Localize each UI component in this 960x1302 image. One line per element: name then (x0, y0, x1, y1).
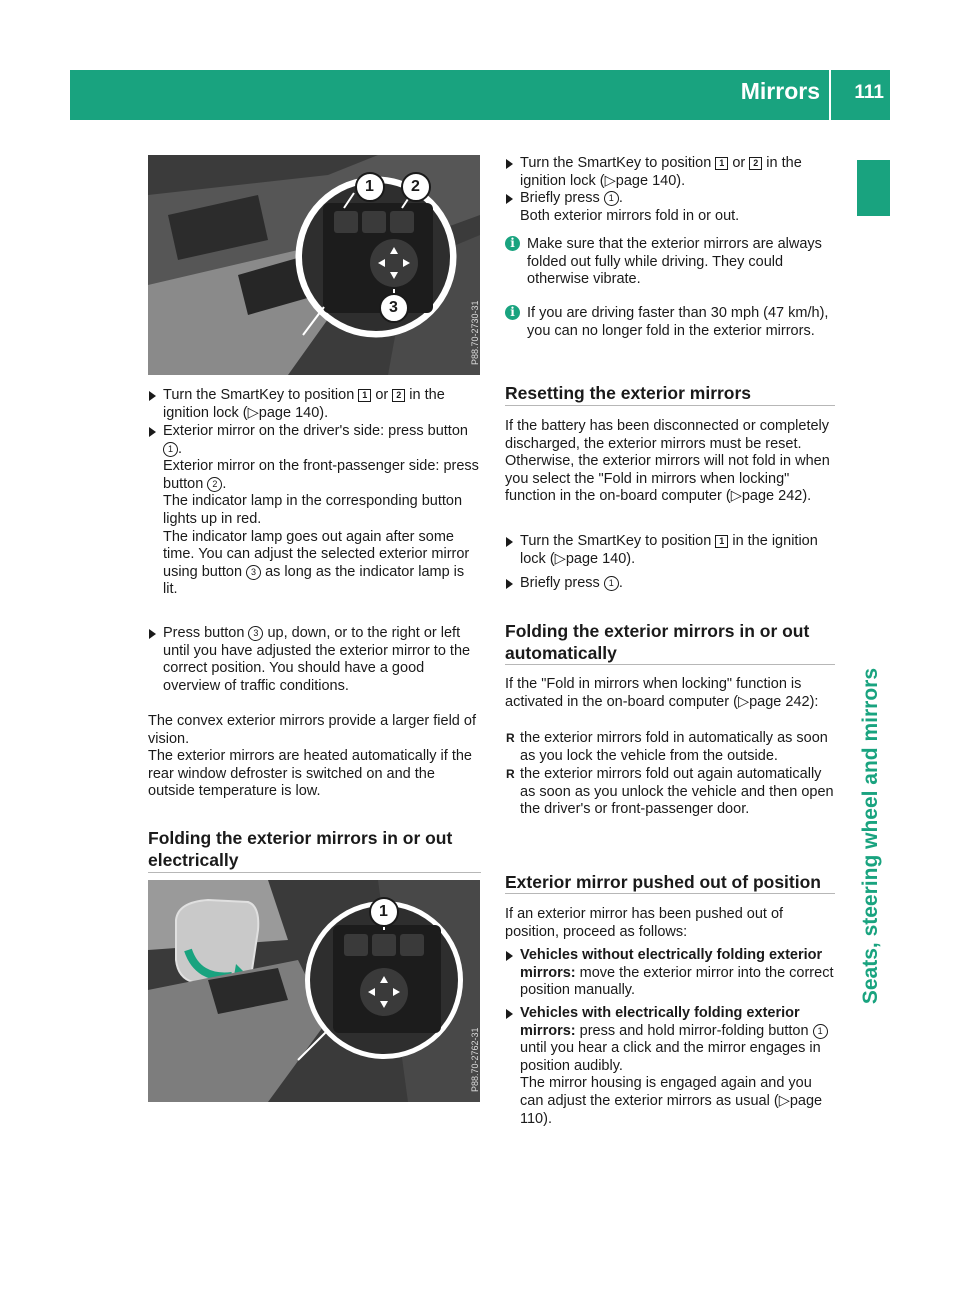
para-pushed-out: If an exterior mirror has been pushed out of position, proceed as follows: (505, 906, 784, 940)
chapter-label: Seats, steering wheel and mirrors (859, 668, 882, 1005)
note-speed: i If you are driving faster than 30 mph (47 km/h), you can no longer fold in the exterior mirrors. (505, 305, 835, 340)
divider (148, 872, 481, 873)
figure-mirror-adjust-switch (148, 155, 480, 375)
para-convex-mirrors: The convex exterior mirrors provide a larger field of vision. (148, 713, 476, 747)
step-with-folding: Vehicles with electrically folding exterior mirrors: press and hold mirror-folding button 1 until you hear a click and the mirror engages in position audibly. The mirror housing is engaged again and you can adjust the exterior mirrors as usual (▷page 110). (505, 1005, 835, 1128)
divider (505, 893, 835, 894)
step-without-folding: Vehicles without electrically folding exterior mirrors: move the exterior mirror into the correct position manually. (505, 947, 835, 1000)
step-turn-smartkey: Turn the SmartKey to position 1 or 2 in the ignition lock (▷page 140). (148, 387, 481, 422)
divider (505, 405, 835, 406)
figure2-label-1: 1 (379, 903, 388, 920)
info-icon: i (505, 236, 520, 251)
figure-label-2: 2 (411, 178, 420, 195)
chapter-tab (857, 160, 890, 216)
figure-label-1: 1 (365, 178, 374, 195)
figure-label-3: 3 (389, 299, 398, 316)
para-reset: If the battery has been disconnected or completely discharged, the exterior mirrors must be reset. Otherwise, the exterior mirrors will not fold in when you select the "Fold in mirrors when locking" function in the on-board computer (▷page 242). (505, 418, 830, 505)
step-turn-smartkey-fold: Turn the SmartKey to position 1 or 2 in the ignition lock (▷page 140). (505, 155, 835, 190)
note-fold-out: i Make sure that the exterior mirrors are always folded out fully while driving. They could otherwise vibrate. (505, 236, 835, 289)
heading-fold-electrically: Folding the exterior mirrors in or out electrically (148, 828, 453, 870)
para-heated-mirrors: The exterior mirrors are heated automatically if the rear window defroster is switched on and the outside temperature is low. (148, 748, 472, 800)
heading-pushed-out: Exterior mirror pushed out of position (505, 872, 821, 892)
page-section-title: Mirrors (740, 78, 820, 104)
figure-mirror-fold-switch (148, 880, 480, 1102)
header-separator (829, 70, 831, 120)
step-reset-smartkey: Turn the SmartKey to position 1 in the ignition lock (▷page 140). (505, 533, 835, 568)
step-select-mirror: Exterior mirror on the driver's side: press button 1 . Exterior mirror on the front-passenger side: press button 2 . The indicator lamp in the corresponding button lights up in red. The indicator lamp goes out again after some time. You can adjust the selected exterior mirror using button 3 as long as the indicator lamp is lit. (148, 423, 481, 599)
info-icon: i (505, 305, 520, 320)
heading-resetting: Resetting the exterior mirrors (505, 383, 752, 403)
step-adjust-mirror: Press button 3 up, down, or to the right or left until you have adjusted the exterior mirror to the correct position. You should have a good overview of traffic conditions. (148, 625, 481, 695)
figure-code: P88.70-2730-31 (470, 300, 480, 365)
page-number: 111 (854, 82, 884, 103)
step-reset-press: Briefly press 1 . (505, 575, 835, 593)
header-bar (70, 70, 890, 120)
divider (505, 664, 835, 665)
para-fold-function: If the "Fold in mirrors when locking" function is activated in the on-board computer (▷page 242): (505, 676, 819, 710)
bullet-fold-in: R the exterior mirrors fold in automatically as soon as you lock the vehicle from the outside. (505, 730, 835, 765)
bullet-fold-out: R the exterior mirrors fold out again automatically as soon as you unlock the vehicle and then open the driver's or front-passenger door. (505, 766, 835, 819)
figure2-code: P88.70-2762-31 (470, 1027, 480, 1092)
step-press-fold: Briefly press 1 . Both exterior mirrors fold in or out. (505, 190, 835, 225)
heading-fold-automatically: Folding the exterior mirrors in or out automatically (505, 621, 810, 663)
